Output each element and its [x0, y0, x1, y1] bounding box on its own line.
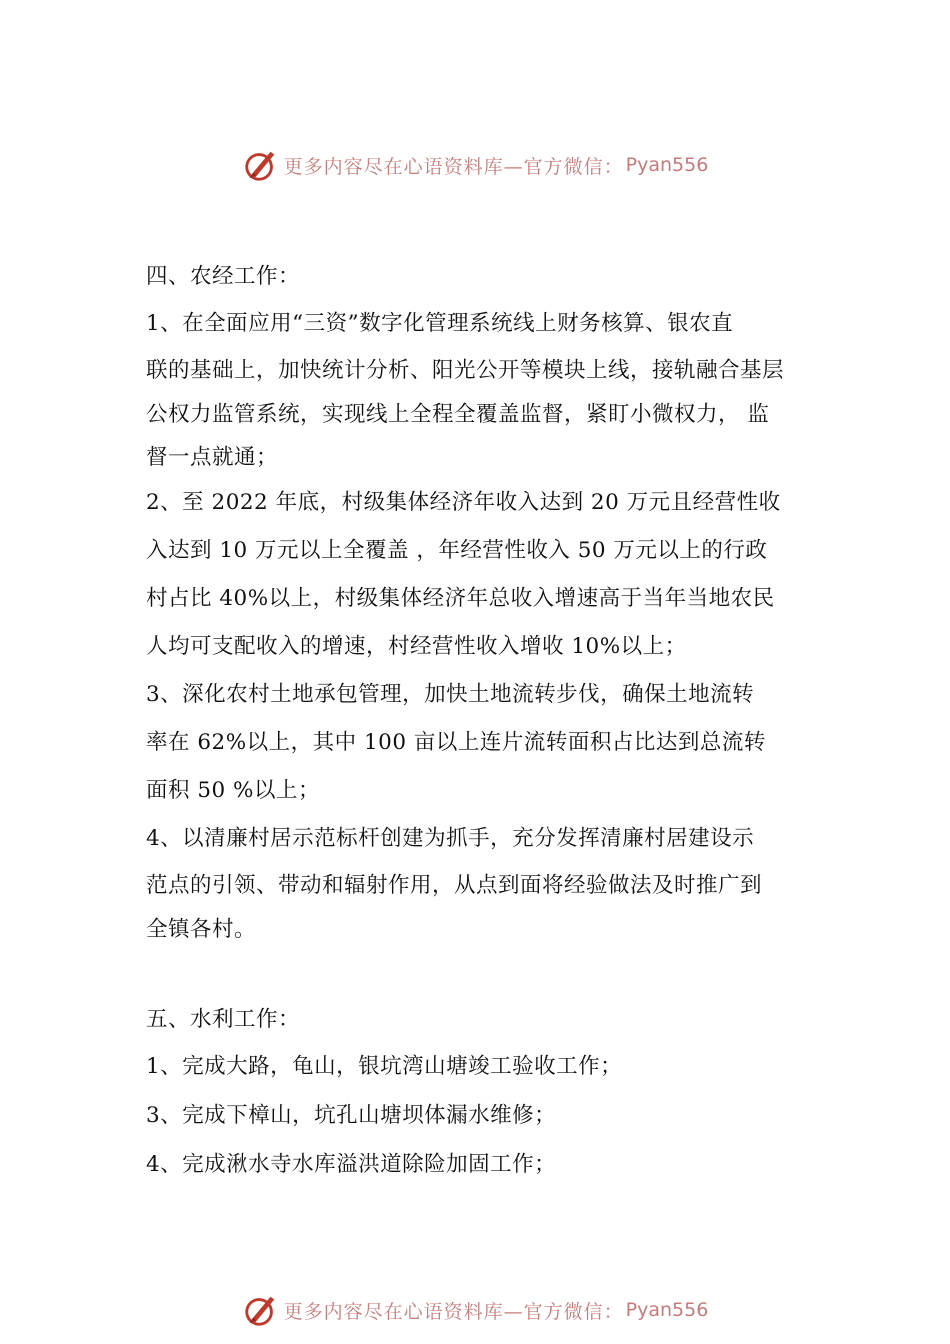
section-4-line: 督一点就通；: [146, 445, 279, 470]
section-4-line: 范点的引领、带动和辐射作用，从点到面将经验做法及时推广到: [146, 873, 763, 898]
section-5-heading: 五、水利工作：: [146, 1007, 301, 1032]
header-watermark-banner: [0, 145, 950, 185]
pen-logo-icon: [242, 146, 280, 184]
section-4-line: 村占比 40%以上，村级集体经济年总收入增速高于当年当地农民: [146, 586, 775, 611]
section-4-line: 率在 62%以上，其中 100 亩以上连片流转面积占比达到总流转: [146, 730, 766, 755]
section-4-heading: 四、农经工作：: [146, 264, 301, 289]
banner-text: 更多内容尽在心语资料库—官方微信：: [283, 155, 624, 178]
section-4-line: 人均可支配收入的增速，村经营性收入增收 10%以上；: [146, 634, 687, 659]
section-5-line: 4、完成湫水寺水库溢洪道除险加固工作；: [146, 1152, 557, 1177]
section-4-line: 4、以清廉村居示范标杆创建为抓手，充分发挥清廉村居建设示: [146, 826, 755, 851]
section-4-line: 公权力监管系统，实现线上全程全覆盖监督，紧盯小微权力， 监: [146, 402, 770, 427]
section-5-line: 1、完成大路，龟山，银坑湾山塘竣工验收工作；: [146, 1054, 623, 1079]
banner-text: 更多内容尽在心语资料库—官方微信：: [283, 1300, 624, 1323]
banner-wechat-id: Pyan556: [625, 154, 709, 176]
section-4-line: 面积 50 %以上；: [146, 778, 320, 803]
banner-wechat-id: Pyan556: [625, 1299, 709, 1321]
section-4-line: 入达到 10 万元以上全覆盖 ，年经营性收入 50 万元以上的行政: [146, 538, 768, 563]
section-4-line: 联的基础上，加快统计分析、阳光公开等模块上线，接轨融合基层: [146, 358, 785, 383]
section-4-line: 1、在全面应用“三资”数字化管理系统线上财务核算、银农直: [146, 311, 734, 336]
section-5-line: 3、完成下樟山，坑孔山塘坝体漏水维修；: [146, 1103, 557, 1128]
pen-logo-icon: [242, 1291, 280, 1329]
section-4-line: 2、至 2022 年底，村级集体经济年收入达到 20 万元且经营性收: [146, 490, 781, 515]
footer-watermark-banner: [0, 1290, 950, 1330]
section-4-line: 全镇各村。: [146, 917, 257, 942]
section-4-line: 3、深化农村土地承包管理，加快土地流转步伐，确保土地流转: [146, 682, 755, 707]
